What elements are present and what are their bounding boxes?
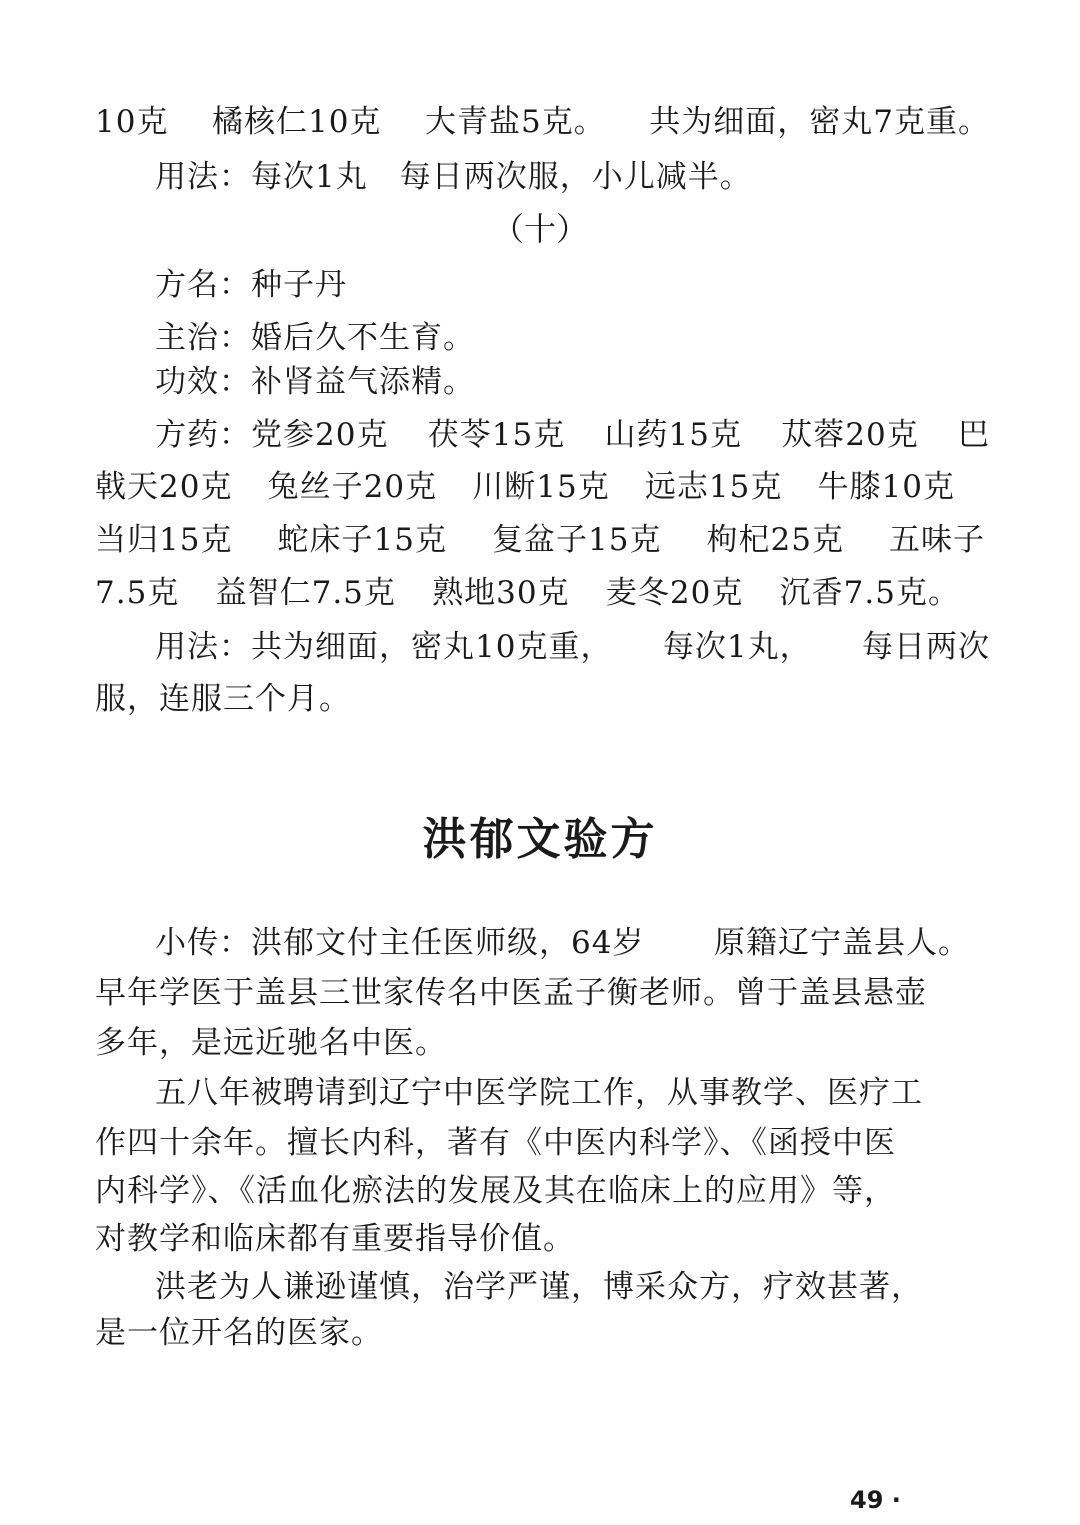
section-title: 洪郁文验方	[422, 814, 658, 865]
usage-line: 服，连服三个月。	[95, 681, 351, 717]
bio-line: 是一位开名的医家。	[95, 1315, 383, 1351]
bio-line: 作四十余年。擅长内科，著有《中医内科学》、《函授中医	[95, 1125, 896, 1161]
ingredient: 橘核仁10克	[211, 104, 382, 140]
bio-line	[155, 918, 970, 968]
herb-item: 山药15克	[604, 417, 742, 453]
bio-segment: 原籍辽宁盖县人。	[714, 925, 970, 961]
ingredients-tail-line	[95, 97, 990, 147]
formula-effect: 功效：补肾益气添精。	[155, 364, 475, 400]
herb-item: 远志15克	[644, 469, 783, 505]
bio-line: 洪老为人谦逊谨慎，治学严谨，博采众方，疗效甚著，	[155, 1269, 923, 1305]
bio-line: 对教学和临床都有重要指导价值。	[95, 1221, 575, 1257]
herbs-line	[95, 568, 960, 618]
herb-item: 蛇床子15克	[277, 522, 447, 558]
herb-item: 7.5克	[95, 575, 180, 611]
herb-item: 戟天20克	[95, 469, 233, 505]
herbs-line	[95, 515, 985, 565]
bio-segment: 小传：洪郁文付主任医师级，64岁	[155, 925, 645, 961]
herb-item: 兔丝子20克	[267, 469, 438, 505]
herb-item: 复盆子15克	[492, 522, 662, 558]
herb-item: 沉香7.5克。	[779, 575, 960, 611]
herbs-line	[95, 462, 955, 512]
herb-item: 苁蓉20克	[781, 417, 919, 453]
ingredient: 10克	[95, 104, 169, 140]
herb-item: 牛膝10克	[817, 469, 955, 505]
herb-item: 当归15克	[95, 522, 233, 558]
formula-number-heading: （十）	[491, 210, 588, 248]
bio-line: 早年学医于盖县三世家传名中医孟子衡老师。曾于盖县悬壶	[95, 975, 927, 1011]
preparation-note: 共为细面，密丸7克重。	[649, 104, 990, 140]
bio-line: 多年，是远近驰名中医。	[95, 1025, 447, 1061]
herb-item: 熟地30克	[432, 575, 570, 611]
usage-line	[155, 622, 990, 672]
formula-indication: 主治：婚后久不生育。	[155, 320, 475, 356]
formula-name: 方名：种子丹	[155, 267, 347, 303]
herb-item: 益智仁7.5克	[215, 575, 396, 611]
herb-item: 方药：党参20克	[155, 417, 389, 453]
herbs-line	[155, 410, 990, 460]
herb-item: 川断15克	[472, 469, 610, 505]
bio-line: 五八年被聘请到辽宁中医学院工作，从事教学、医疗工	[155, 1075, 923, 1111]
usage-segment: 每次1丸，	[662, 629, 812, 665]
herb-item: 麦冬20克	[605, 575, 744, 611]
usage-segment: 每日两次	[862, 629, 990, 665]
herb-item: 五味子	[889, 522, 985, 558]
page-number: 49 ·	[850, 1486, 901, 1514]
herb-item: 巴	[958, 417, 990, 453]
herb-item: 茯苓15克	[427, 417, 566, 453]
ingredient: 大青盐5克。	[424, 104, 606, 140]
usage-segment: 用法：共为细面，密丸10克重，	[155, 629, 613, 665]
usage-line: 用法：每次1丸 每日两次服，小儿减半。	[155, 159, 752, 195]
bio-line: 内科学》、《活血化瘀法的发展及其在临床上的应用》等，	[95, 1173, 896, 1209]
herb-item: 枸杞25克	[706, 522, 844, 558]
